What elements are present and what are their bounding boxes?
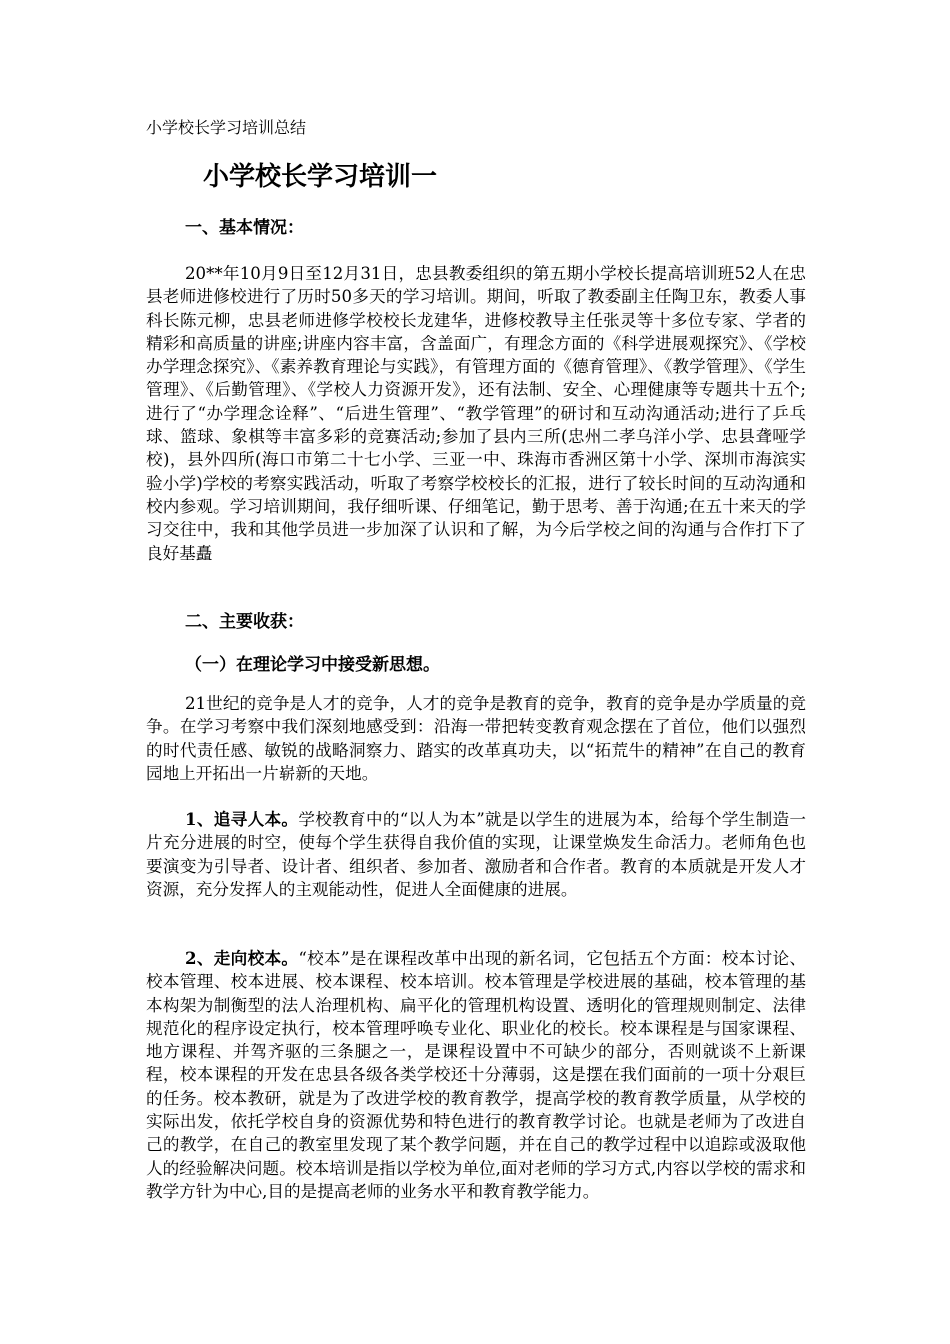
document-title: 小学校长学习培训一 <box>203 162 438 192</box>
subsection-heading-theory-learning: （一）在理论学习中接受新思想。 <box>185 655 440 675</box>
paragraph-pursue-humanism <box>146 808 806 901</box>
paragraph-lead-school-based: 2、走向校本。 <box>185 948 299 968</box>
paragraph-basic-situation: 20**年10月9日至12月31日，忠县教委组织的第五期小学校长提高培训班52人在忠县老师进修校进行了历时50多天的学习培训。期间，听取了教委副主任陶卫东，教委人事科长陈元柳，忠县老师进修学校校长龙建华，进修校教导主任张灵等十多位专家、学者的精彩和高质量的讲座;讲座内容丰富，含盖面广，有理念方面的《科学进展观探究》、《学校办学理念探究》、《素养教育理论与实践》，有管理方面的《德育管理》、《教学管理》、《学生管理》、《后勤管理》、《学校人力资源开发》，还有法制、安全、心理健康等专题共十五个;进行了“办学理念诠释”、“后进生管理”、“教学管理”的研讨和互动沟通活动;进行了乒乓球、篮球、象棋等丰富多彩的竞赛活动;参加了县内三所(忠州二孝乌洋小学、忠县聋哑学校)，县外四所(海口市第二十七小学、三亚一中、珠海市香洲区第十小学、深圳市海滨实验小学)学校的考察实践活动，听取了考察学校校长的汇报，进行了较长时间的互动沟通和校内参观。学习培训期间，我仔细听课、仔细笔记，勤于思考、善于沟通;在五十来天的学习交往中，我和其他学员进一步加深了认识和了解，为今后学校之间的沟通与合作打下了良好基矗 <box>146 264 806 563</box>
document-header: 小学校长学习培训总结 <box>146 118 307 137</box>
section-heading-basic-situation: 一、基本情况： <box>185 218 304 238</box>
paragraph-school-based <box>146 947 806 1203</box>
paragraph-body-school-based: “校本”是在课程改革中出现的新名词，它包括五个方面：校本讨论、校本管理、校本进展、校本课程、校本培训。校本管理是学校进展的基础，校本管理的基本构架为制衡型的法人治理机构、扁平化的管理机构设置、透明化的管理规则制定、法律规范化的程序设定执行，校本管理呼唤专业化、职业化的校长。校本课程是与国家课程、地方课程、并驾齐驱的三条腿之一，是课程设置中不可缺少的部分，否则就谈不上新课程，校本课程的开发在忠县各级各类学校还十分薄弱，这是摆在我们面前的一项十分艰巨的任务。校本教研，就是为了改进学校的教育教学，提高学校的教育教学质量，从学校的实际出发，依托学校自身的资源优势和特色进行的教育教学讨论。也就是老师为了改进自己的教学，在自己的教室里发现了某个教学问题，并在自己的教学过程中以追踪或汲取他人的经验解决问题。校本培训是指以学校为单位,面对老师的学习方式,内容以学校的需求和教学方针为中心,目的是提高老师的业务水平和教育教学能力。 <box>146 949 807 1201</box>
section-heading-main-gains: 二、主要收获： <box>185 612 304 632</box>
paragraph-body-pursue-humanism: 学校教育中的“以人为本”就是以学生的进展为本，给每个学生制造一片充分进展的时空，使每个学生获得自我价值的实现，让课堂焕发生命活力。老师角色也要演变为引导者、设计者、组织者、参加者、激励者和合作者。教育的本质就是开发人才资源，充分发挥人的主观能动性，促进人全面健康的进展。 <box>146 810 807 899</box>
paragraph-competition: 21世纪的竞争是人才的竞争，人才的竞争是教育的竞争，教育的竞争是办学质量的竞争。在学习考察中我们深刻地感受到：沿海一带把转变教育观念摆在了首位，他们以强烈的时代责任感、敏锐的战略洞察力、踏实的改革真功夫，以“拓荒牛的精神”在自己的教育园地上开拓出一片崭新的天地。 <box>146 694 806 783</box>
paragraph-lead-pursue-humanism: 1、追寻人本。 <box>185 809 299 829</box>
